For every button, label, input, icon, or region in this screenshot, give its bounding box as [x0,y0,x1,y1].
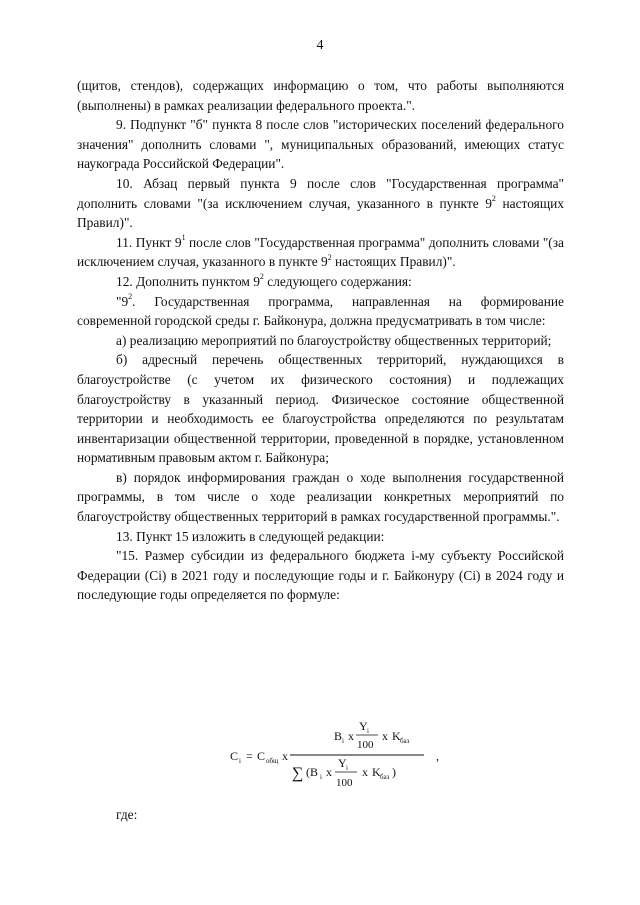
paragraph-item-11: 11. Пункт $9^1$ после слов "Государственная программа" дополнить словами "(за исключением случая, указанного в пункте $9^2$ настоящих Правил)". [77,233,564,270]
svg-text:100: 100 [357,739,374,751]
svg-text:x: x [282,749,288,763]
svg-text:=: = [246,749,253,763]
svg-text:x: x [348,729,354,743]
page-number: 4 [316,38,324,53]
paragraph-9-2-intro: "$9^2$. Государственная программа, направленная на формирование современной городской среды г. Байконура, должна предусматривать в том числе: [77,292,564,329]
subsidy-formula [226,716,446,796]
paragraph-item-15: "15. Размер субсидии из федерального бюджета i-му субъекту Российской Федерации (Ci) в 2021 году и последующие годы и г. Байконуру (Ci) в 2024 году и последующие годы определяется по формуле: [77,548,564,603]
svg-text:Y: Y [338,756,347,770]
formula-lhs: C [230,749,239,763]
svg-text:баз: баз [400,737,410,745]
svg-text:x: x [382,729,388,743]
paragraph-item-9: 9. Подпункт "б" пункта 8 после слов "исторических поселений федерального значения" дополнить словами ", муниципальных образований, имеющих статус наукограда Российской Федерации". [77,117,564,172]
formula-numerator-b: B [334,729,343,743]
where-label: где: [116,807,138,822]
svg-text:x: x [362,765,368,779]
svg-text:x: x [326,765,332,779]
svg-text:i: i [367,727,369,735]
svg-text:): ) [392,765,396,779]
svg-text:K: K [392,729,401,743]
svg-text:K: K [372,765,381,779]
subitem-b: б) адресный перечень общественных территорий, нуждающихся в благоустройстве (с учетом их физического состояния) и подлежащих благоустройству в указанный период. Физическое состояние общественной территории и необходимость ее благоустройства определяются по результатам инвентаризации общественной территории, проведенной в порядке, установленном нормативным правовым актом г. Байконура; [77,352,564,466]
svg-text:100: 100 [336,777,353,789]
svg-text:i: i [342,737,344,745]
svg-text:i: i [346,764,348,772]
subitem-a: а) реализацию мероприятий по благоустройству общественных территорий; [116,332,552,348]
svg-text:i: i [320,773,322,781]
svg-text:Y: Y [359,719,368,733]
paragraph-continuation: (щитов, стендов), содержащих информацию о том, что работы выполняются (выполнены) в рамках реализации федерального проекта.". [77,78,564,113]
subitem-v: в) порядок информирования граждан о ходе выполнения государственной программы, в том числе о ходе реализации конкретных мероприятий по благоустройству общественных территорий в рамках государственной программы.". [77,469,564,525]
document-body [77,76,564,605]
paragraph-item-13: 13. Пункт 15 изложить в следующей редакции: [116,528,385,544]
svg-text:общ: общ [266,757,279,765]
formula-sum-sign: ∑ [292,765,304,782]
svg-text:i: i [239,757,241,765]
svg-text:(B: (B [306,765,318,779]
paragraph-item-10: 10. Абзац первый пункта 9 после слов "Государственная программа" дополнить словами "(за исключением случая, указанного в пункте $9^2$ настоящих Правил)". [77,175,564,231]
svg-text:баз: баз [380,773,390,781]
svg-text:C: C [257,749,266,763]
paragraph-item-12: 12. Дополнить пунктом $9^2$ следующего содержания: [116,272,412,289]
svg-text:,: , [436,749,439,763]
